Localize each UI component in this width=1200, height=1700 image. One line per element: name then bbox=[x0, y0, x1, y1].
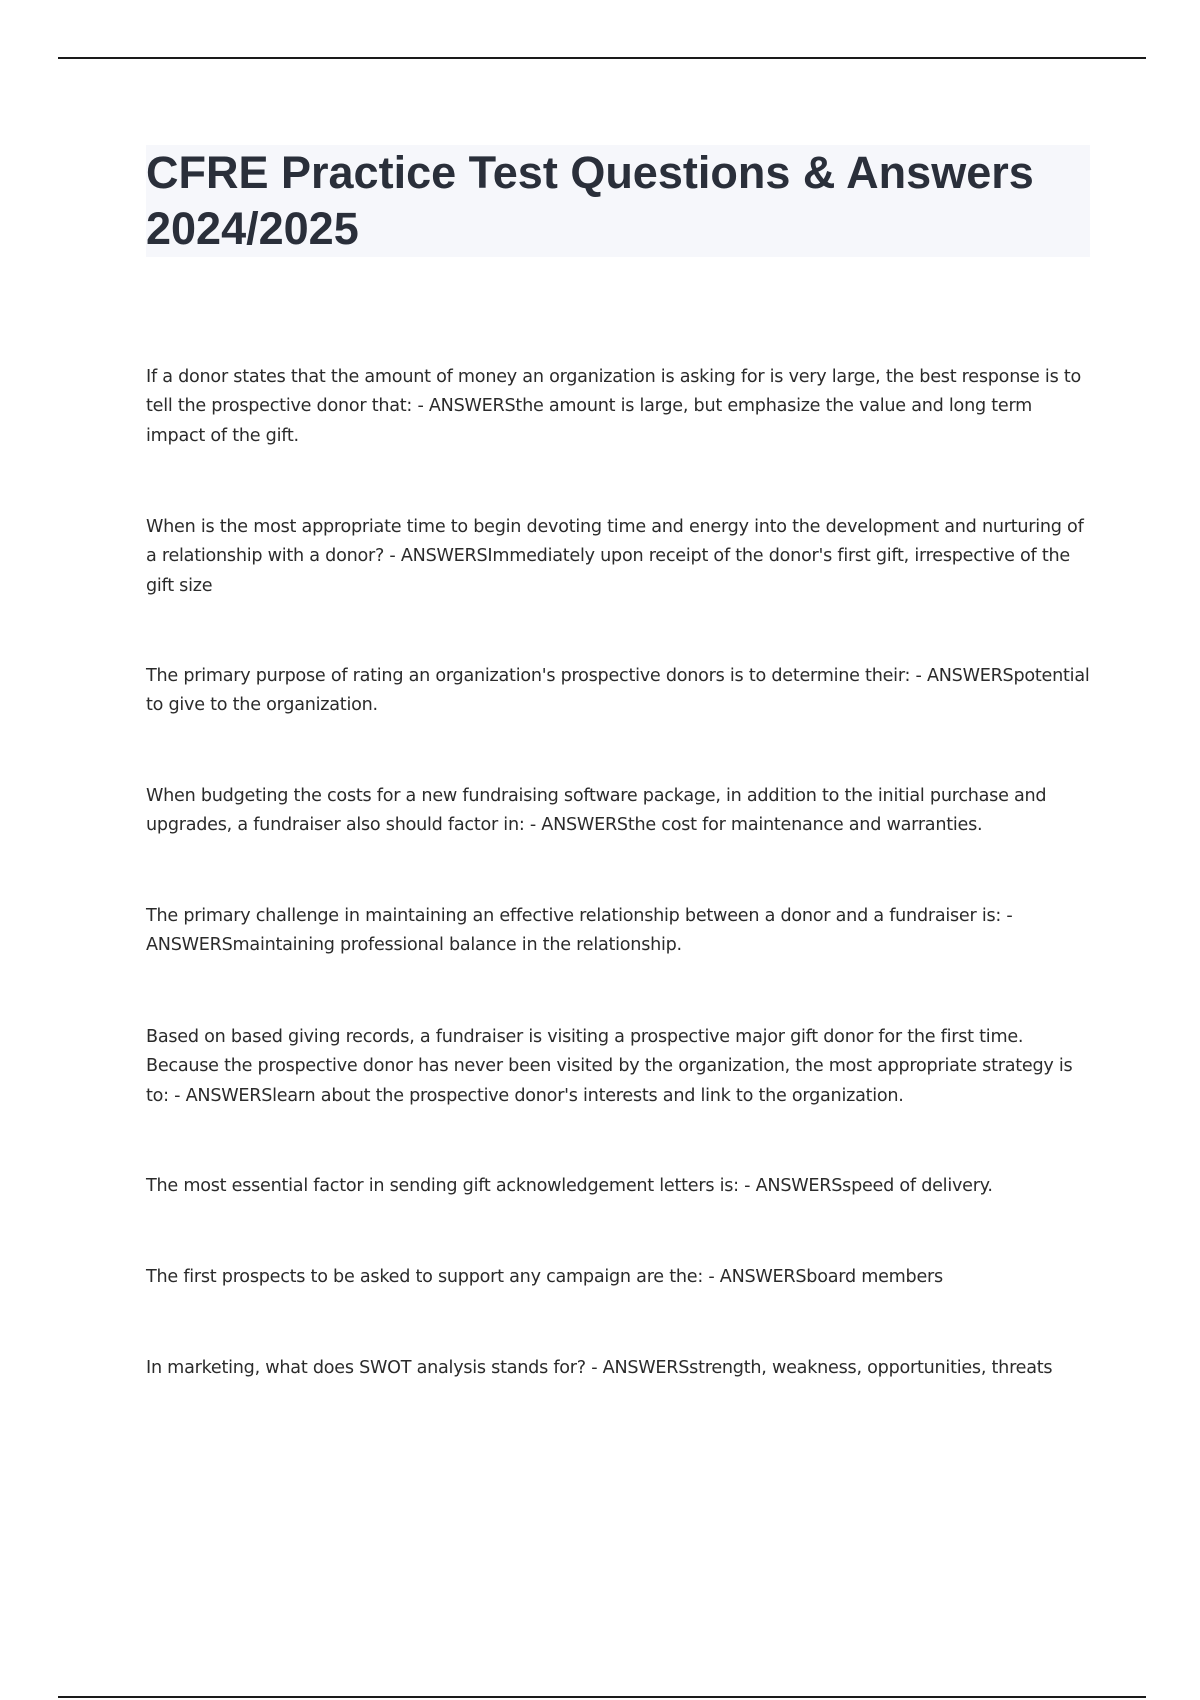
qa-item: The most essential factor in sending gift acknowledgement letters is: - ANSWERSspeed of delivery. bbox=[146, 1175, 993, 1196]
qa-item: In marketing, what does SWOT analysis stands for? - ANSWERSstrength, weakness, opportunities, threats bbox=[146, 1357, 1053, 1378]
qa-item: The first prospects to be asked to support any campaign are the: - ANSWERSboard members bbox=[146, 1266, 943, 1287]
qa-item: The primary challenge in maintaining an effective relationship between a donor and a fundraiser is: - ANSWERSmaintaining professional balance in the relationship. bbox=[146, 905, 1013, 956]
qa-item: If a donor states that the amount of money an organization is asking for is very large, the best response is to tell the prospective donor that: - ANSWERSthe amount is large, but emphasize the value and long term impact of the gift. bbox=[146, 366, 1081, 446]
qa-item: When budgeting the costs for a new fundraising software package, in addition to the initial purchase and upgrades, a fundraiser also should factor in: - ANSWERSthe cost for maintenance and warranties. bbox=[146, 785, 1047, 836]
qa-item: Based on based giving records, a fundraiser is visiting a prospective major gift donor for the first time. Because the prospective donor has never been visited by the organization, the most appropriate strategy is to: - ANSWERSlearn about the prospective donor's interests and link to the organization. bbox=[146, 1026, 1073, 1106]
top-rule bbox=[58, 57, 1146, 59]
title-block bbox=[146, 145, 1090, 257]
qa-item: The primary purpose of rating an organization's prospective donors is to determine their: - ANSWERSpotential to give to the organization. bbox=[146, 665, 1090, 716]
page-title: CFRE Practice Test Questions & Answers 2024/2025 bbox=[146, 147, 1034, 254]
bottom-rule bbox=[58, 1696, 1146, 1698]
qa-item: When is the most appropriate time to begin devoting time and energy into the development and nurturing of a relationship with a donor? - ANSWERSImmediately upon receipt of the donor's first gift, irrespective of the gift size bbox=[146, 516, 1084, 596]
